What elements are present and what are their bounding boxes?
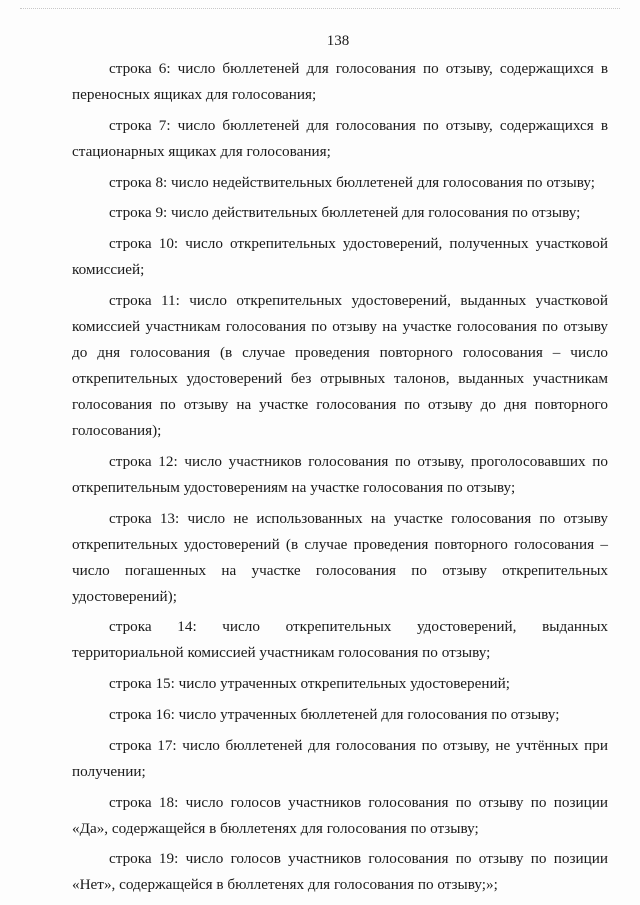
paragraph-line-8: строка 8: число недействительных бюллетеней для голосования по отзыву; — [109, 173, 596, 191]
paragraph-line-10: строка 10: число открепительных удостоверений, полученных участковой комиссией; — [72, 235, 608, 279]
paragraph-line-17: строка 17: число бюллетеней для голосования по отзыву, не учтённых при получении; — [72, 736, 608, 780]
paragraph-line-18: строка 18: число голосов участников голосования по отзыву по позиции «Да», содержащейся в бюллетенях для голосования по отзыву; — [72, 793, 608, 837]
paragraph-line-9: строка 9: число действительных бюллетеней для голосования по отзыву; — [109, 204, 581, 222]
paragraph-line-15: строка 15: число утраченных открепительных удостоверений; — [109, 675, 510, 693]
page-number: 138 — [326, 33, 350, 49]
paragraph-line-7: строка 7: число бюллетеней для голосования по отзыву, содержащихся в стационарных ящиках для голосования; — [72, 116, 608, 160]
paragraph-line-6: строка 6: число бюллетеней для голосования по отзыву, содержащихся в переносных ящиках для голосования; — [72, 60, 608, 103]
paragraph-line-12: строка 12: число участников голосования по отзыву, проголосовавших по открепительным удостоверениям на участке голосования по отзыву; — [72, 452, 608, 496]
document-body — [72, 56, 608, 898]
paragraph-line-11: строка 11: число открепительных удостоверений, выданных участковой комиссией участникам голосования по отзыву на участке голосования по отзыву до дня голосования (в случае проведения повторного голосования – число открепительных удостоверений без отрывных талонов, выданных участникам голосования по отзыву на участке голосования по отзыву до дня повторного голосования); — [72, 291, 608, 439]
paragraph-line-16: строка 16: число утраченных бюллетеней для голосования по отзыву; — [109, 705, 560, 723]
scan-edge-line — [20, 8, 620, 10]
paragraph-line-19: строка 19: число голосов участников голосования по отзыву по позиции «Нет», содержащейся в бюллетенях для голосования по отзыву;»; — [72, 850, 608, 894]
paragraph-line-13: строка 13: число не использованных на участке голосования по отзыву открепительных удостоверений (в случае проведения повторного голосования – число погашенных на участке голосования по отзыву открепительных удостоверений); — [72, 509, 608, 605]
paragraph-line-14: строка 14: число открепительных удостоверений, выданных территориальной комиссией участникам голосования по отзыву; — [72, 618, 608, 662]
